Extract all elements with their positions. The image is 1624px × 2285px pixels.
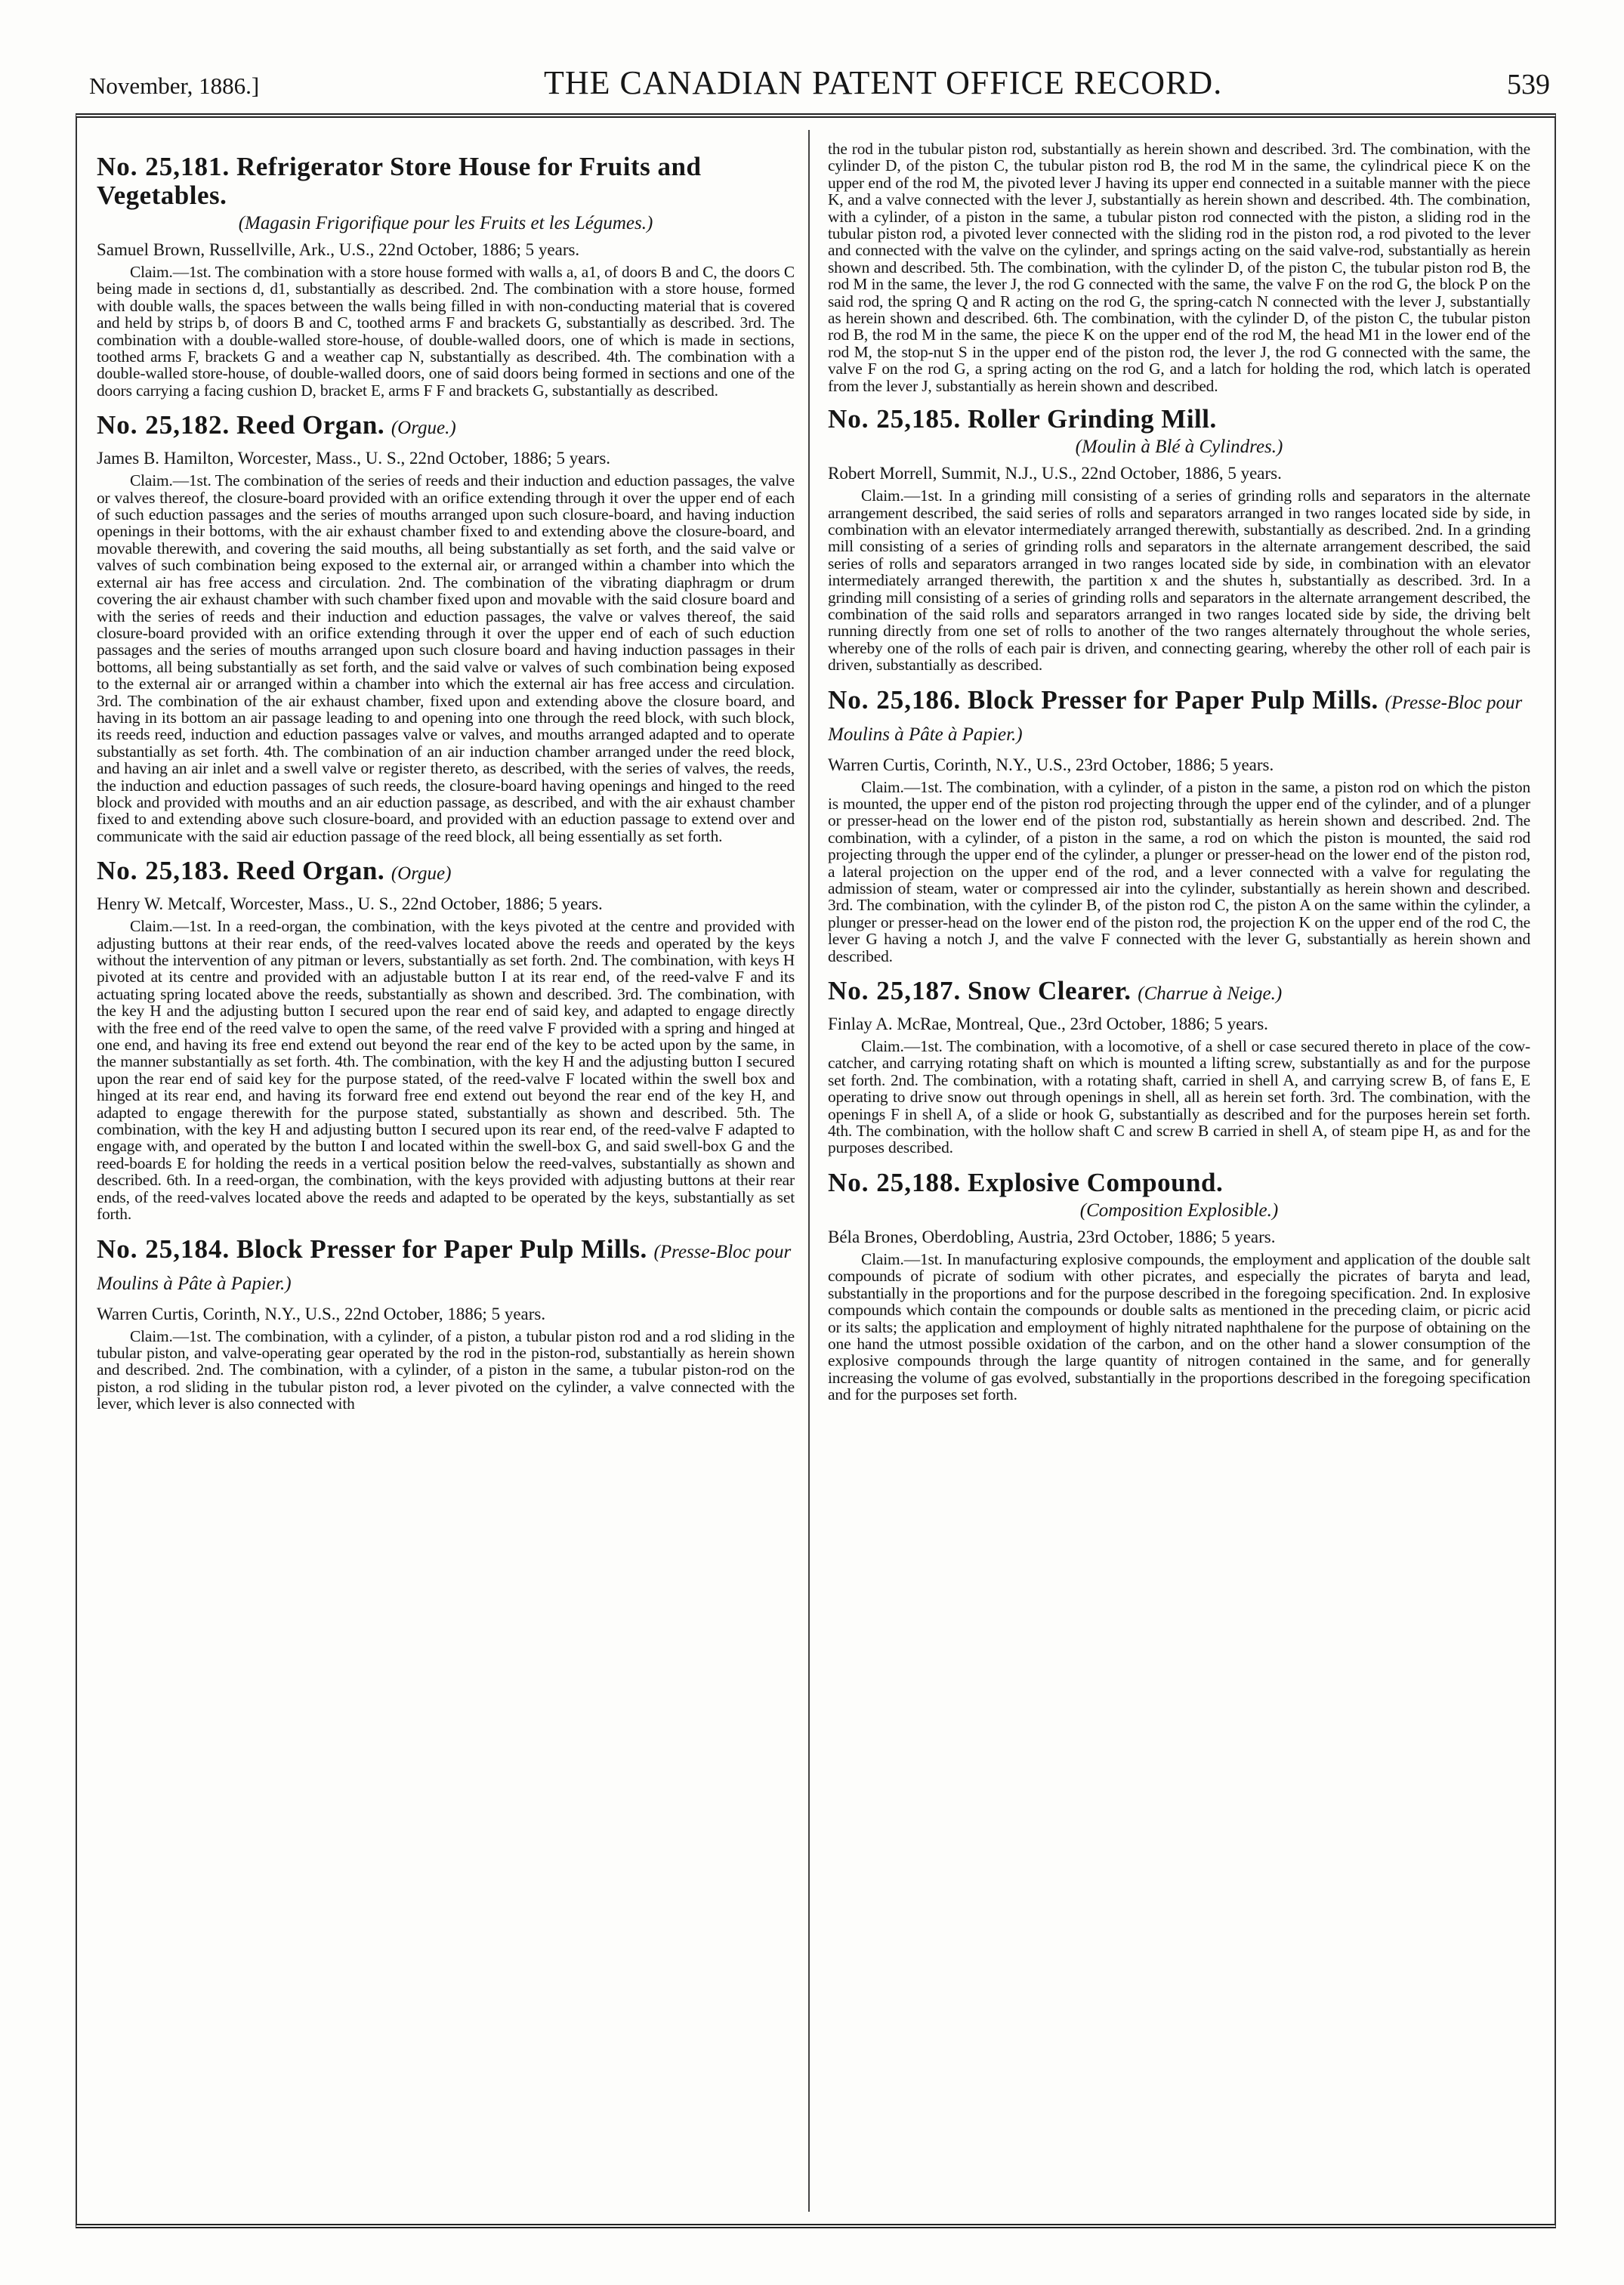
patent-title: Block Presser for Paper Pulp Mills. xyxy=(236,1234,647,1264)
column-divider xyxy=(808,130,810,2212)
patent-entry xyxy=(97,1235,795,1413)
right-column xyxy=(828,140,1530,2201)
patent-french-title: (Magasin Frigorifique pour les Fruits et les Légumes.) xyxy=(238,213,653,233)
patent-french-title: (Moulin à Blé à Cylindres.) xyxy=(1075,437,1283,458)
patent-inventor: Samuel Brown, Russellville, Ark., U.S., 22nd October, 1886; 5 years. xyxy=(97,240,580,259)
left-column xyxy=(97,147,795,2201)
patent-french-title: (Charrue à Neige.) xyxy=(1138,983,1283,1005)
patent-heading xyxy=(97,411,795,443)
patent-claim: Claim.—1st. In manufacturing explosive compounds, the employment and application of the double salt compounds of picrate of sodium with other picrates, and especially the picrates of baryta and lead, substantially in the proportions and for the purpose described in the foregoing specification. 2nd. In explosive compounds which contain the compounds or double salts as mentioned in the preceding claim, or picric acid or its salts; the application and employment of highly nitrated naphthalene for the purpose of obtaining on the one hand the utmost possible oxidation of the carbon, and on the other hand a slower consumption of the explosive compounds through the large quantity of nitrogen contained in the same, and for generally increasing the volume of gas evolved, substantially in the proportions described in the foregoing specification and for the purposes set forth. xyxy=(828,1249,1530,1404)
journal-title: THE CANADIAN PATENT OFFICE RECORD. xyxy=(544,64,1223,101)
patent-heading xyxy=(97,857,795,888)
patent-title: Roller Grinding Mill. xyxy=(968,404,1217,434)
patent-entry xyxy=(97,411,795,845)
patent-claim: Claim.—1st. The combination, with a cylinder, of a piston, a tubular piston rod and a rod sliding in the tubular piston, and valve-operating gear operated by the rod in the piston-rod, substantially as herein shown and described. 2nd. The combination, with a cylinder, of a piston in the same, a tubular piston-rod on the piston, a rod sliding in the tubular piston rod, a lever pivoted on the cylinder, a valve connected with the lever, which lever is also connected with xyxy=(97,1326,795,1413)
patent-french-title: (Orgue) xyxy=(391,863,452,885)
patent-entry xyxy=(97,153,795,399)
patent-heading xyxy=(828,686,1530,749)
patent-number: No. 25,188. xyxy=(828,1167,962,1197)
patent-inventor: Warren Curtis, Corinth, N.Y., U.S., 23rd October, 1886; 5 years. xyxy=(828,755,1274,774)
page-frame xyxy=(76,113,1556,2228)
patent-entry xyxy=(97,857,795,1222)
patent-claim: Claim.—1st. The combination, with a cylinder, of a piston in the same, a piston rod on which the piston is mounted, the upper end of the piston rod projecting through the upper end of the cylinder, and of a plunger or presser-head on the lower end of the piston rod, substantially as herein shown and described. 2nd. The combination, with a cylinder, of a piston in the same, a rod on which the piston is mounted, the said rod projecting through the upper end of the cylinder, a plunger or presser-head on the lower end of the piston rod, a lateral projection on the upper end of the rod, and a lever connected with a valve for regulating the admission of steam, water or compressed air into the cylinder, substantially as herein shown and described. 3rd. The combination, with the cylinder B, of the piston rod C, the piston A on the same within the cylinder, a plunger or presser-head on the lower end of the piston rod, the projection K on the upper end of the rod C, the lever G having a notch J, and the valve F connected with the lever G, substantially as herein shown and described. xyxy=(828,777,1530,965)
patent-french-title: (Presse-Bloc pour Moulins à Pâte à Papier.) xyxy=(828,692,1523,745)
patent-number: No. 25,181. xyxy=(97,152,230,181)
patent-heading xyxy=(97,1235,795,1298)
patent-title: Explosive Compound. xyxy=(968,1167,1224,1197)
patent-title: Reed Organ. xyxy=(236,410,385,440)
patent-heading xyxy=(828,977,1530,1008)
patent-claim: Claim.—1st. In a reed-organ, the combination, with the keys pivoted at the centre and provided with adjusting buttons at their rear ends, of the reed-valves located above the reeds and operated by the keys without the intervention of any pitman or levers, substantially as set forth. 2nd. The combination, with keys H pivoted at its centre and provided with an adjustable button I at its rear end, of the reed-valve F and its actuating spring located above the reeds, substantially as shown and described. 3rd. The combination, with the key H and the adjusting button I secured upon the rear end of said key, and adapted to engage directly with the free end of the reed valve to open the same, of the reed valve F provided with a spring and hinged at one end, and having its free end extend out beyond the rear end of the key to be acted upon by the same, in the manner substantially as set forth. 4th. The combination, with the key H and the adjusting button I secured upon the rear end of said key for the purpose stated, of the reed-valve F located within the swell box and hinged at its rear end, and having its forward free end extend out beyond the rear end of the key H, and adapted to engage therewith for the purpose stated, substantially as shown and described. 5th. The combination, with the key H and adjusting button I secured upon its rear end, of the reed-valve F adapted to engage with, and operated by the button I and located within the swell-box G, and said swell-box G and the reed-boards E for holding the reeds in a vertical position below the reed-valves, substantially as shown and described. 6th. In a reed-organ, the combination, with the keys provided with adjusting buttons at their rear ends, of the reed-valves located above the reeds and adapted to be operated by the keys, substantially as set forth. xyxy=(97,917,795,1224)
patent-inventor: Warren Curtis, Corinth, N.Y., U.S., 22nd October, 1886; 5 years. xyxy=(97,1304,546,1323)
patent-title: Block Presser for Paper Pulp Mills. xyxy=(968,684,1379,715)
patent-inventor: Henry W. Metcalf, Worcester, Mass., U. S., 22nd October, 1886; 5 years. xyxy=(97,894,603,914)
running-header xyxy=(89,63,1550,110)
patent-claim: Claim.—1st. The combination with a store house formed with walls a, a1, of doors B and C, the doors C being made in sections d, d1, substantially as described. 2nd. The combination with a store house, formed with double walls, the spaces between the walls being filled in with non-conducting material that is covered and held by strips b, of doors B and C, toothed arms F and brackets G, substantially as described. 3rd. The combination with a double-walled store-house, of double-walled doors, one of which is made in sections, toothed arms F, brackets G and a weather cap N, substantially as described. 4th. The combination with a double-walled store-house, of double-walled doors, one of said doors being formed in sections and one of the doors carrying a facing cushion D, bracket E, arms F F and brackets G, substantially as described. xyxy=(97,263,795,400)
patent-inventor: Finlay A. McRae, Montreal, Que., 23rd October, 1886; 5 years. xyxy=(828,1014,1268,1034)
patent-entry xyxy=(828,977,1530,1156)
patent-inventor: Béla Brones, Oberdobling, Austria, 23rd October, 1886; 5 years. xyxy=(828,1227,1276,1246)
patent-entry xyxy=(828,686,1530,965)
patent-inventor: James B. Hamilton, Worcester, Mass., U. S., 22nd October, 1886; 5 years. xyxy=(97,449,611,468)
patent-entry xyxy=(828,1169,1530,1403)
patent-claim: Claim.—1st. The combination of the series of reeds and their induction and eduction passages, the valve or valves thereof, the closure-board provided with an orifice extending through it over the upper end of each of such eduction passages and the series of mouths arranged upon such closure-board, and having induction openings in their bottoms, with the air exhaust chamber fixed to and extending above the closure-board, and movable therewith, and covering the said mouths, all being substantially as set forth, and the said valve or valves of such combination being exposed to the external air, or arranged within a chamber into which the external air has free access and circulation. 2nd. The combination of the vibrating diaphragm or drum covering the air exhaust chamber with such chamber fixed upon and movable with the said closure board and with the series of reeds and their induction and eduction passages, the valve or valves thereof, the said closure-board provided with an orifice extending through it over the upper end of each of such eduction passages and the series of mouths arranged upon such closure board and having induction passages in their bottoms, all being substantially as set forth, and the said valve or valves of such combination being exposed to the external air or arranged within a chamber into which the external air has free access and circulation. 3rd. The combination of the air exhaust chamber, fixed upon and extending above the closure board, and having in its bottom an air passage leading to and opening into one through the reed block, with such block, its reeds reed, induction and eduction passages valve or valves, and mouths arranged adapted and to operate substantially as set forth. 4th. The combination of an air induction chamber arranged under the reed block, and having an air inlet and a swell valve or register thereto, as described, with the series of valves, the reeds, the induction and eduction passages of such reeds, the closure-board having openings and hinged to the reed block and provided with mouths and an air eduction passage, as described, and with the air exhaust chamber fixed to and extending above such closure-board, and provided with an eduction passage to extend over and communicate with the said air eduction passage of the reed block, all being essentially as set forth. xyxy=(97,471,795,845)
patent-number: No. 25,186. xyxy=(828,684,962,715)
patent-title: Reed Organ. xyxy=(236,856,385,886)
patent-number: No. 25,182. xyxy=(97,410,230,440)
patent-number: No. 25,183. xyxy=(97,856,230,886)
patent-heading xyxy=(828,405,1530,434)
patent-french-title: (Presse-Bloc pour Moulins à Pâte à Papier.) xyxy=(97,1241,792,1294)
patent-number: No. 25,185. xyxy=(828,404,962,434)
patent-number: No. 25,187. xyxy=(828,976,962,1006)
patent-heading xyxy=(828,1169,1530,1197)
issue-date: November, 1886.] xyxy=(89,73,260,99)
patent-claim: Claim.—1st. The combination, with a locomotive, of a shell or case secured thereto in place of the cow-catcher, and carrying rotating shaft on which is mounted a lifting screw, substantially as and for the purpose set forth. 2nd. The combination, with a rotating shaft, carried in shell A, and carrying screw B, of fans E, E operating to drive snow out through openings in shell, all as herein set forth. 3rd. The combination, with the openings F in shell A, of a slide or hook G, substantially as described and for the purposes herein set forth. 4th. The combination, with the hollow shaft C and screw B carried in shell A, of steam pipe H, as and for the purposes described. xyxy=(828,1037,1530,1157)
page-number: 539 xyxy=(1507,69,1550,100)
patent-number: No. 25,184. xyxy=(97,1234,230,1264)
patent-title: Snow Clearer. xyxy=(968,976,1132,1006)
patent-claim-continued: the rod in the tubular piston rod, substantially as herein shown and described. 3rd. The combination, with the cylinder D, of the piston C, the tubular piston rod B, the rod M in the same, the cylindrical piece K on the upper end of the rod M, the pivoted lever J having its upper end connected in a suitable manner with the piece K, and a valve connected with the lever J, substantially as herein shown and described. 4th. The combination, with a cylinder, of a piston in the same, a tubular piston rod connected with the piston, a sliding rod in the tubular piston rod, a pivoted lever connected with the sliding rod in the piston rod, a rod pivoted to the lever and connected with the valve on the cylinder, and springs acting on the said valve-rod, substantially as herein shown and described. 5th. The combination, with the cylinder D, of the piston C, the tubular piston rod B, the rod M in the same, the lever J, the rod G connected with the same, the valve F on the rod G, the block P on the said rod, the spring Q and R acting on the rod G, the spring-catch N connected with the lever J, substantially as herein shown and described. 6th. The combination, with the cylinder D, of the piston C, the tubular piston rod B, the rod M in the same, the piece K on the upper end of the rod M, the head M1 in the lower end of the rod M, the stop-nut S in the upper end of the piston rod, the lever J, the rod G connected with the same, the valve F on the rod G, a spring acting on the rod G, and a latch for holding the rod, which latch is operated from the lever J, substantially as herein shown and described. xyxy=(828,140,1530,395)
patent-entry xyxy=(828,405,1530,673)
patent-inventor: Robert Morrell, Summit, N.J., U.S., 22nd October, 1886, 5 years. xyxy=(828,464,1282,483)
patent-french-title: (Composition Explosible.) xyxy=(1079,1200,1279,1221)
patent-heading xyxy=(97,153,795,210)
patent-claim: Claim.—1st. In a grinding mill consisting of a series of grinding rolls and separators in the alternate arrangement described, the said series of rolls and separators arranged in two ranges located side by side, in combination with an elevator intermediately arranged therewith, substantially as described. 2nd. In a grinding mill consisting of a series of grinding rolls and separators in the alternate arrangement described, the said series of rolls and separators arranged in two ranges located side by side, in combination with an elevator intermediately arranged therewith, the partition x and the shutes h, substantially as described. 3rd. In a grinding mill consisting of a series of grinding rolls and separators in the alternate arrangement described, the combination of the said rolls and separators arranged in two ranges located side by side, the driving belt running directly from one set of rolls to another of the two ranges alternately throughout the whole series, whereby one of the rolls of each pair is driven, and connecting gearing, whereby the other roll of each pair is driven, substantially as described. xyxy=(828,486,1530,675)
patent-french-title: (Orgue.) xyxy=(391,418,456,439)
patent-title: Refrigerator Store House for Fruits and Vegetables. xyxy=(97,152,702,210)
